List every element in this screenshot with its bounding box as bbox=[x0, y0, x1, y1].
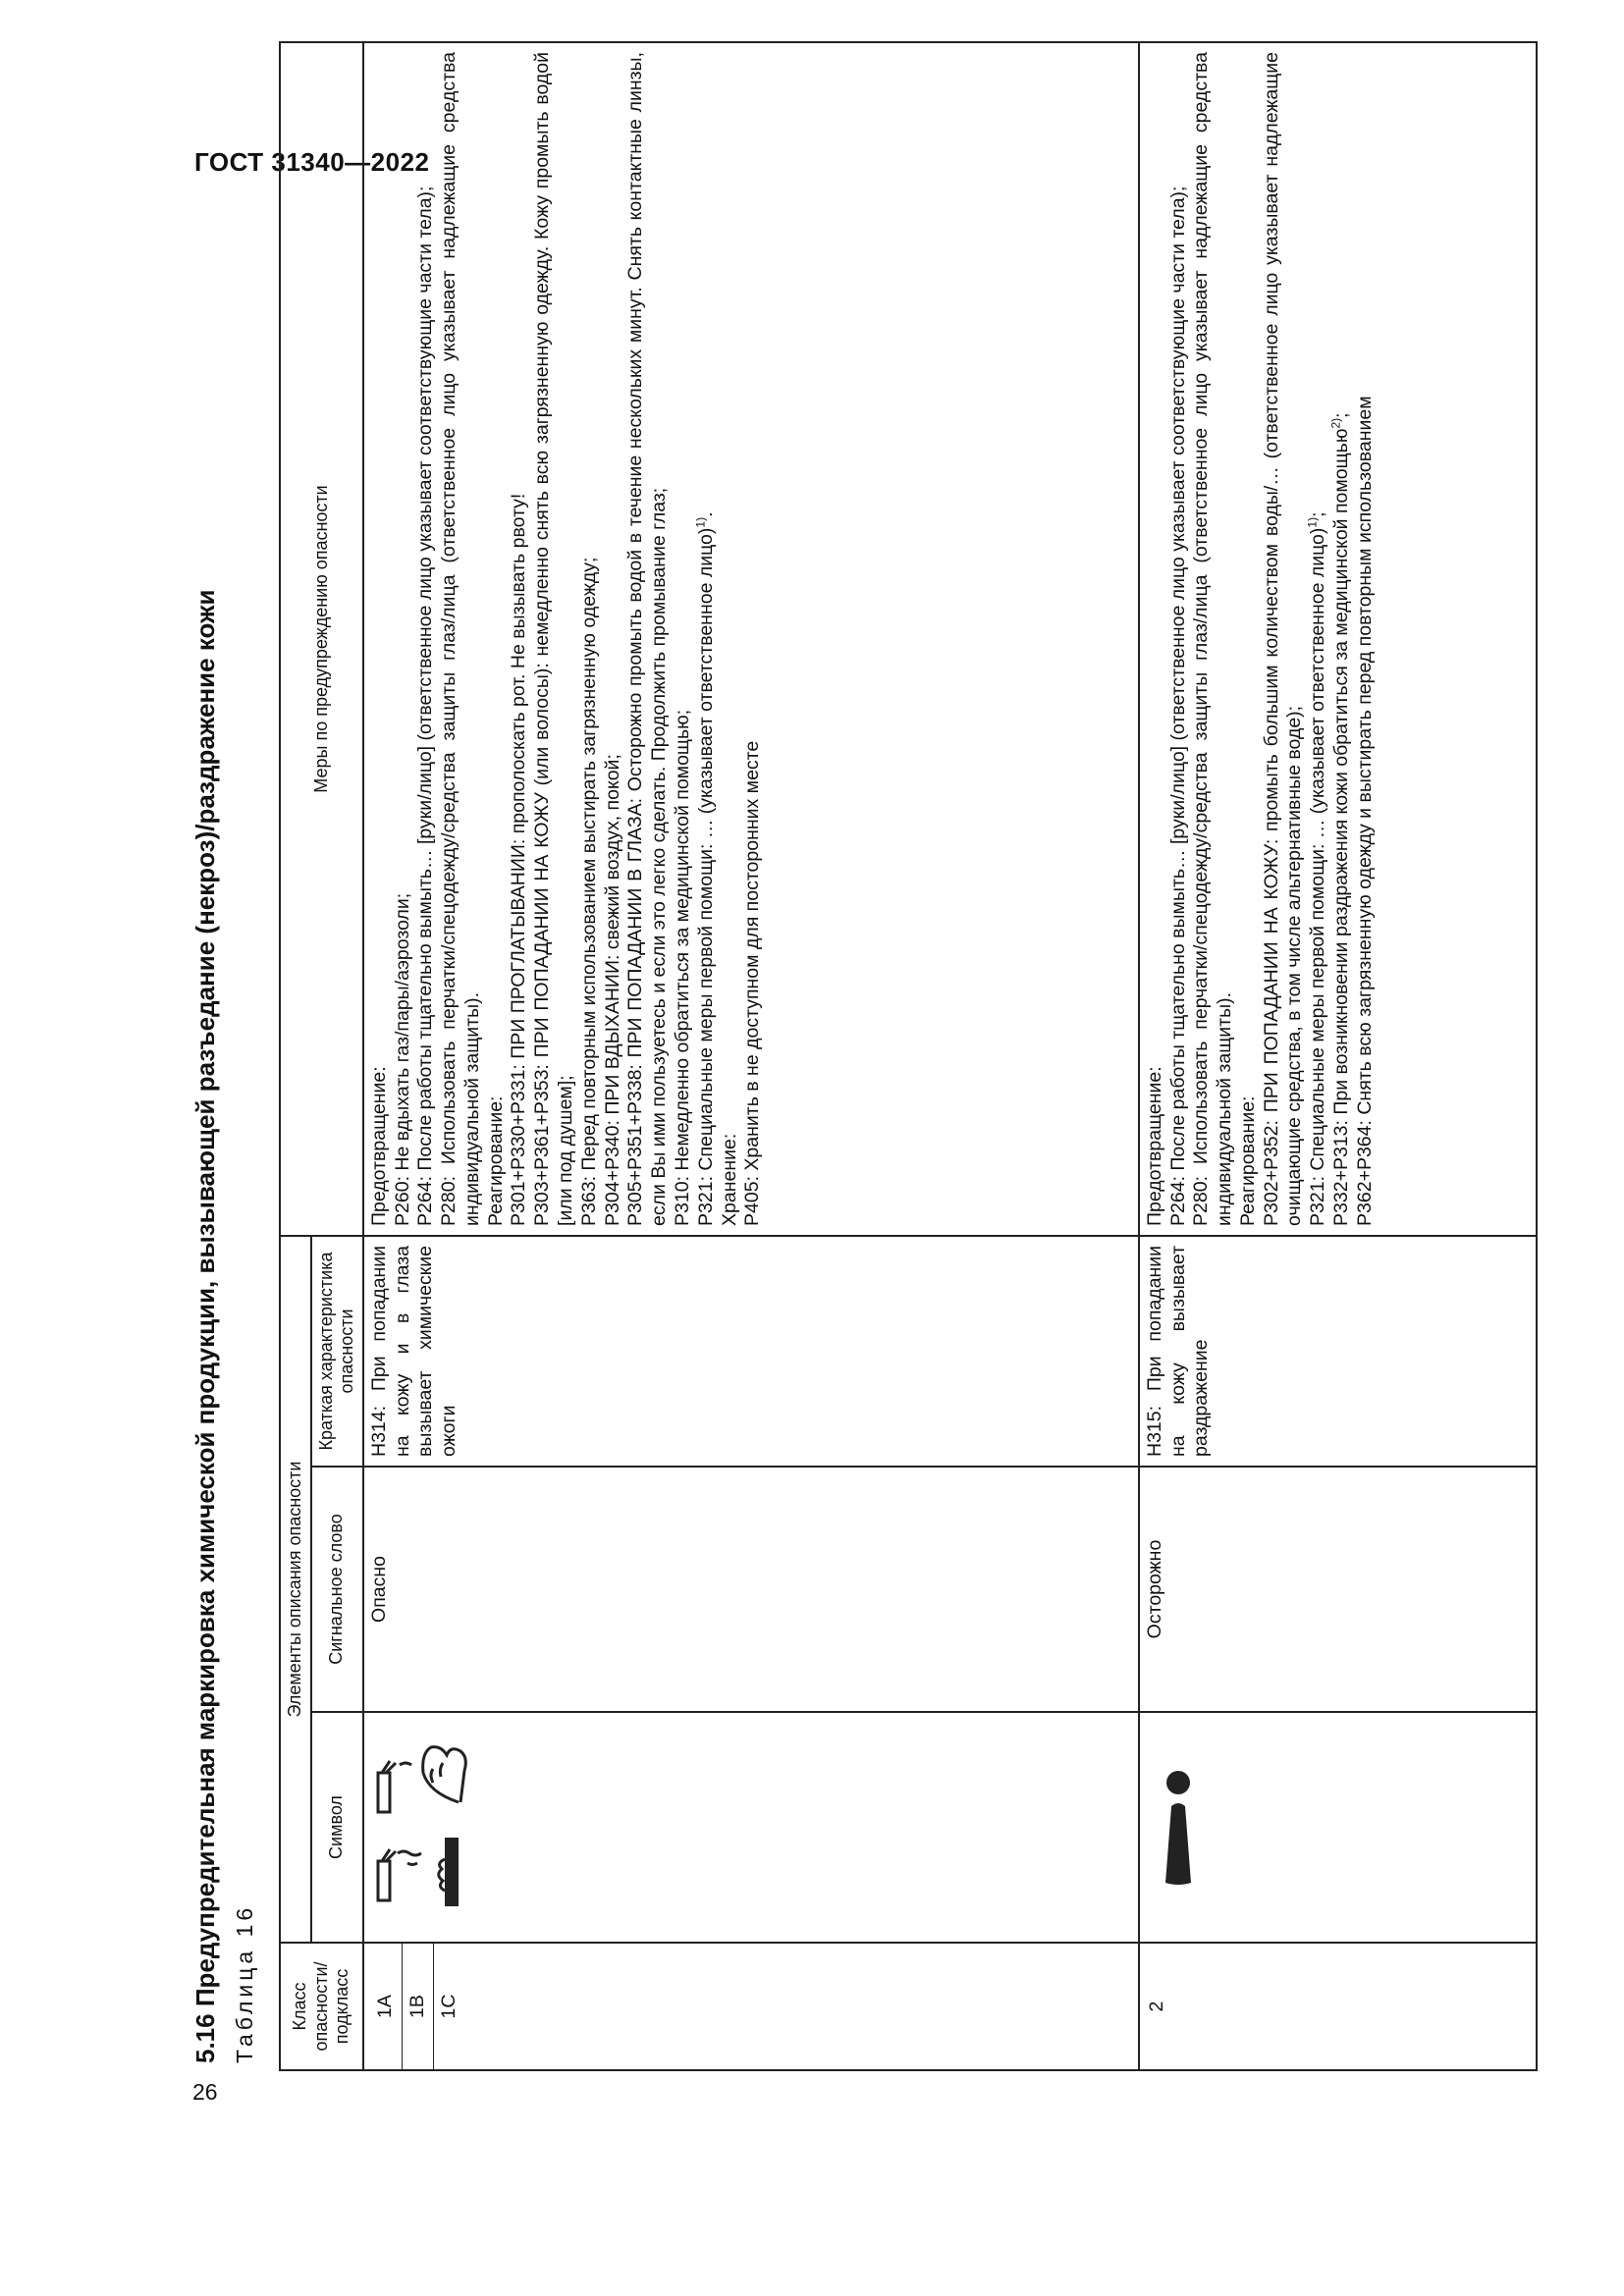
precaution-line-with-footnote: Р321: Специальные меры первой помощи: … (указывает ответственное лицо)$^{1)}$; bbox=[1305, 511, 1329, 1226]
header-row-1 bbox=[280, 42, 311, 2070]
header-signal-word: Сигнальное слово bbox=[311, 1467, 363, 1712]
footnote-mark: 1) bbox=[693, 516, 708, 528]
precaution-text: Р321: Специальные меры первой помощи: … (указывает ответственное лицо) bbox=[1307, 527, 1329, 1226]
header-symbol: Символ bbox=[311, 1712, 363, 1943]
symbol-cell bbox=[363, 1712, 1139, 1943]
signal-word-cell: Опасно bbox=[363, 1467, 1139, 1712]
precaution-line: Р362+Р364: Снять всю загрязненную одежду и выстирать перед повторным использованием bbox=[1353, 396, 1376, 1226]
subclass-label: 1С bbox=[438, 1994, 460, 2019]
precaution-line: Р304+Р340: ПРИ ВДЫХАНИИ: свежий воздух, покой; bbox=[601, 754, 623, 1226]
hazard-statement-cell: Н315: При попадании на кожу вызывает раздражение bbox=[1139, 1236, 1537, 1467]
precaution-line: Реагирование: bbox=[1236, 1095, 1259, 1226]
subclass-cell bbox=[363, 1943, 1139, 2070]
precautions-cell bbox=[363, 42, 1139, 1236]
page-number: 26 bbox=[192, 2079, 218, 2105]
table-row bbox=[363, 42, 1139, 2070]
subclass-label: 1В bbox=[403, 1944, 435, 2069]
header-elements-group: Элементы описания опасности bbox=[280, 1236, 311, 1943]
hazard-statement-cell: Н314: При попадании на кожу и в глаза вызывает химические ожоги bbox=[363, 1236, 1139, 1467]
table-label: Таблица 16 bbox=[232, 1903, 257, 2063]
precaution-line: Предотвращение: bbox=[367, 1066, 390, 1226]
exclamation-mark-icon bbox=[1144, 1764, 1213, 1892]
precaution-line: Р264: После работы тщательно вымыть… [руки/лицо] (ответственное лицо указывает соответствующие части тела); bbox=[1166, 186, 1189, 1226]
subclass-label: 1А bbox=[370, 1944, 403, 2069]
precaution-line: Р280: Использовать перчатки/спецодежду/средства защиты глаз/лица (ответственное лицо указывает надлежащие средства индивидуальной защиты). bbox=[438, 52, 483, 1226]
precaution-line: Р301+Р330+Р331: ПРИ ПРОГЛАТЫВАНИИ: прополоскать рот. Не вызывать рвоту! bbox=[508, 493, 530, 1226]
precaution-line: Р363: Перед повторным использованием выстирать загрязненную одежду; bbox=[577, 557, 600, 1226]
header-precautions: Меры по предупреждению опасности bbox=[280, 42, 363, 1236]
header-hazard-statement: Краткая характеристика опасности bbox=[311, 1236, 363, 1467]
footnote-mark: 1) bbox=[1305, 516, 1320, 528]
table-row bbox=[1139, 42, 1537, 2070]
precaution-line: Р305+Р351+Р338: ПРИ ПОПАДАНИИ В ГЛАЗА: Осторожно промыть водой в течение нескольких минут. Снять контактные линзы, если Вы ими пользуетесь и если это легко сделать. Продолжить промывание глаз; bbox=[624, 52, 671, 1226]
hazard-table bbox=[279, 41, 1538, 2071]
signal-word-cell: Осторожно bbox=[1139, 1467, 1537, 1712]
footnote-mark: 2) bbox=[1328, 417, 1343, 429]
precaution-line: Предотвращение: bbox=[1143, 1066, 1165, 1226]
precaution-line: Р310: Немедленно обратиться за медицинской помощью; bbox=[671, 709, 693, 1226]
document-id: ГОСТ 31340—2022 bbox=[194, 147, 430, 177]
precaution-line: Р303+Р361+Р353: ПРИ ПОПАДАНИИ НА КОЖУ (или волосы): немедленно снять всю загрязненную одежду. Кожу промыть водой [или под душем]; bbox=[531, 52, 577, 1226]
header-hazard-class: Класс опасности/ подкласс bbox=[280, 1943, 363, 2070]
precaution-line-with-footnote: Р321: Специальные меры первой помощи: … (указывает ответственное лицо)$^{1)}$. bbox=[693, 511, 717, 1226]
precaution-line: Р280: Использовать перчатки/спецодежду/средства защиты глаз/лица (ответственное лицо указывает надлежащие средства индивидуальной защиты). bbox=[1190, 52, 1236, 1226]
rotated-sheet bbox=[189, 39, 1460, 2071]
precaution-line: Реагирование: bbox=[484, 1095, 507, 1226]
section-title: 5.16 Предупредительная маркировка химической продукции, вызывающей разъедание (некроз)/раздражение кожи bbox=[190, 589, 220, 2063]
precaution-line: Хранение: bbox=[718, 1133, 740, 1226]
precautions-cell bbox=[1139, 42, 1537, 1236]
precaution-text: Р332+Р313: При возникновении раздражения кожи обратиться за медицинской помощью bbox=[1330, 428, 1353, 1226]
corrosion-pictogram-icon bbox=[368, 1735, 476, 1921]
precaution-line: Р302+Р352: ПРИ ПОПАДАНИИ НА КОЖУ: промыть большим количеством воды/… (ответственное лицо указывает надлежащие очищающие средства, в том числе альтернативные воде); bbox=[1260, 52, 1306, 1226]
symbol-cell bbox=[1139, 1712, 1537, 1943]
precaution-line-with-footnote: Р332+Р313: При возникновении раздражения кожи обратиться за медицинской помощью$^{2)}$; bbox=[1328, 412, 1353, 1226]
precaution-line: Р260: Не вдыхать газ/пары/аэрозоли; bbox=[391, 892, 413, 1226]
precaution-line: Р264: После работы тщательно вымыть… [руки/лицо] (ответственное лицо указывает соответствующие части тела); bbox=[414, 186, 437, 1226]
subclass-cell: 2 bbox=[1139, 1943, 1537, 2070]
precaution-line: Р405: Хранить в не доступном для посторонних месте bbox=[741, 740, 764, 1226]
precaution-text: Р321: Специальные меры первой помощи: … (указывает ответственное лицо) bbox=[694, 527, 717, 1226]
